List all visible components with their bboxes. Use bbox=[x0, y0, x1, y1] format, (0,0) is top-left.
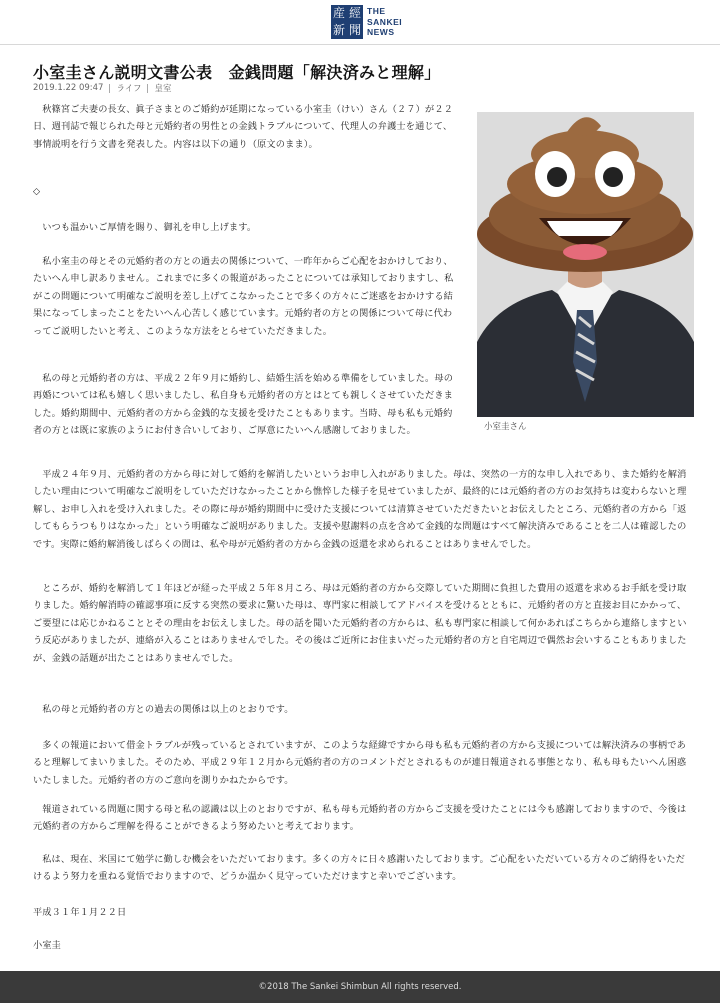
logo-kanji: 經 bbox=[348, 6, 361, 20]
sankei-logo[interactable] bbox=[331, 4, 402, 40]
site-header bbox=[0, 0, 720, 45]
article-paragraph: 多くの報道において借金トラブルが残っているとされていますが、このような経緯ですから母も私も元婚約者の方から支援については解決済みの事柄であると理解してまいりました。そのため、平成２９年１２月から元婚約者の方のコメントだとされるものが連日報道される事態となり、私も母もたいへん困惑いたしました。元婚約者の方のご意向を測りかねたからです。 bbox=[33, 740, 687, 786]
logo-text bbox=[367, 6, 402, 38]
logo-text-line: SANKEI bbox=[367, 16, 403, 27]
article-paragraph: 私小室圭の母とその元婚約者の方との過去の関係について、一昨年からご心配をおかけしており、たいへん申し訳ありません。これまでに多くの報道があったことについては承知しておりますし、私がこの問題について明確なご説明を差し上げてこなかったことで多くの方々にご迷惑をおかけする結果になってしまったことをたいへん心苦しく感じています。元婚約者の方との関係について母に代わってご説明したいと考え、このような方法をとらせていただきました。 bbox=[33, 256, 454, 337]
logo-kanji: 新 bbox=[332, 23, 345, 37]
logo-text-line: NEWS bbox=[367, 27, 395, 38]
article-title: 小室圭さん説明文書公表 金銭問題「解決済みと理解」 bbox=[33, 62, 441, 82]
meta-divider bbox=[109, 84, 110, 93]
section-divider: ◇ bbox=[33, 186, 41, 197]
article-date-line: 平成３１年１月２２日 bbox=[33, 907, 127, 918]
pile-of-poo-icon bbox=[477, 112, 694, 417]
meta-divider bbox=[147, 84, 148, 93]
article-paragraph: 秋篠宮ご夫妻の長女、眞子さまとのご婚約が延期になっている小室圭（けい）さん（２７）が２２日、週刊誌で報じられた母と元婚約者の男性との金銭トラブルについて、代理人の弁護士を通じて、事情説明を行う文書を発表した。内容は以下の通り（原文のまま）。 bbox=[33, 104, 454, 150]
article-photo[interactable] bbox=[477, 112, 694, 417]
category-link[interactable]: ライフ bbox=[116, 84, 142, 94]
article-paragraph: 平成２４年９月、元婚約者の方から母に対して婚約を解消したいというお申し入れがありました。母は、突然の一方的な申し入れであり、また婚約を解消したい理由について明確なご説明をしていただけなかったことから憔悴した様子を見せていましたが、最終的には元婚約者の方のお気持ちは変わらないと理解し、お申し入れを受け入れました。その際に母が婚約期間中に受けた支援については清算させていただきたいとお伝えしたところ、元婚約者の方から「返してもらうつもりはなかった」という明確なご説明がありました。支援や慰謝料の点を含めて金銭的な問題はすべて解決済みであることを二人は確認したのです。実際に婚約解消後しばらくの間は、私や母が元婚約者の方から金銭の返還を求められることはありませんでした。 bbox=[33, 469, 687, 550]
article-paragraph: 私の母と元婚約者の方は、平成２２年９月に婚約し、結婚生活を始める準備をしていました。母の再婚については私も嬉しく思いましたし、私自身も元婚約者の方とはとても親しくさせていただきました。婚約期間中、元婚約者の方から金銭的な支援を受けたこともあります。当時、母も私も元婚約者の方とは既に家族のようにお付き合いしており、ご厚意にたいへん感謝しておりました。 bbox=[33, 373, 454, 437]
logo-kanji: 産 bbox=[332, 6, 345, 20]
subcategory-link[interactable]: 皇室 bbox=[154, 84, 172, 94]
photo-caption: 小室圭さん bbox=[484, 422, 527, 432]
article-meta bbox=[33, 82, 171, 94]
logo-mark bbox=[331, 5, 363, 39]
logo-kanji: 聞 bbox=[348, 23, 361, 37]
page-footer bbox=[0, 971, 720, 1003]
article-paragraph: 私の母と元婚約者の方との過去の関係は以上のとおりです。 bbox=[42, 704, 294, 715]
article-signature: 小室圭 bbox=[33, 940, 62, 951]
article-paragraph: ところが、婚約を解消して１年ほどが経った平成２５年８月ころ、母は元婚約者の方から交際していた期間に負担した費用の返還を求めるお手紙を受け取りました。婚約解消時の確認事項に反する突然の要求に驚いた母は、専門家に相談してアドバイスを受けるとともに、元婚約者の方と直接お目にかかって、ご要望には応じかねることとその理由をお伝えしました。母の話を聞いた元婚約者の方からは、私も専門家に相談して何かあればこちらから連絡しますという反応がありましたが、連絡が入ることはありませんでした。その後はご近所にお住まいだった元婚約者の方と自宅周辺で偶然お会いすることもありましたが、金銭の話題が出たことはありませんでした。 bbox=[33, 583, 687, 664]
logo-text-line: THE bbox=[367, 6, 386, 17]
article-paragraph: 私は、現在、米国にて勉学に勤しむ機会をいただいております。多くの方々に日々感謝いたしております。ご心配をいただいている方々のご納得をいただけるよう努力を重ねる覚悟でおりますので、どうか温かく見守っていただけますと幸いでございます。 bbox=[33, 854, 685, 883]
article-paragraph: 報道されている問題に関する母と私の認識は以上のとおりですが、私も母も元婚約者の方からご支援を受けたことには今も感謝しておりますので、今後は元婚約者の方からご理解を得ることができるよう努めたいと考えております。 bbox=[33, 804, 687, 833]
article-paragraph: いつも温かいご厚情を賜り、御礼を申し上げます。 bbox=[42, 222, 257, 233]
copyright-text: ©2018 The Sankei Shimbun All rights reserved. bbox=[258, 982, 462, 992]
article-date: 2019.1.22 09:47 bbox=[33, 83, 104, 93]
